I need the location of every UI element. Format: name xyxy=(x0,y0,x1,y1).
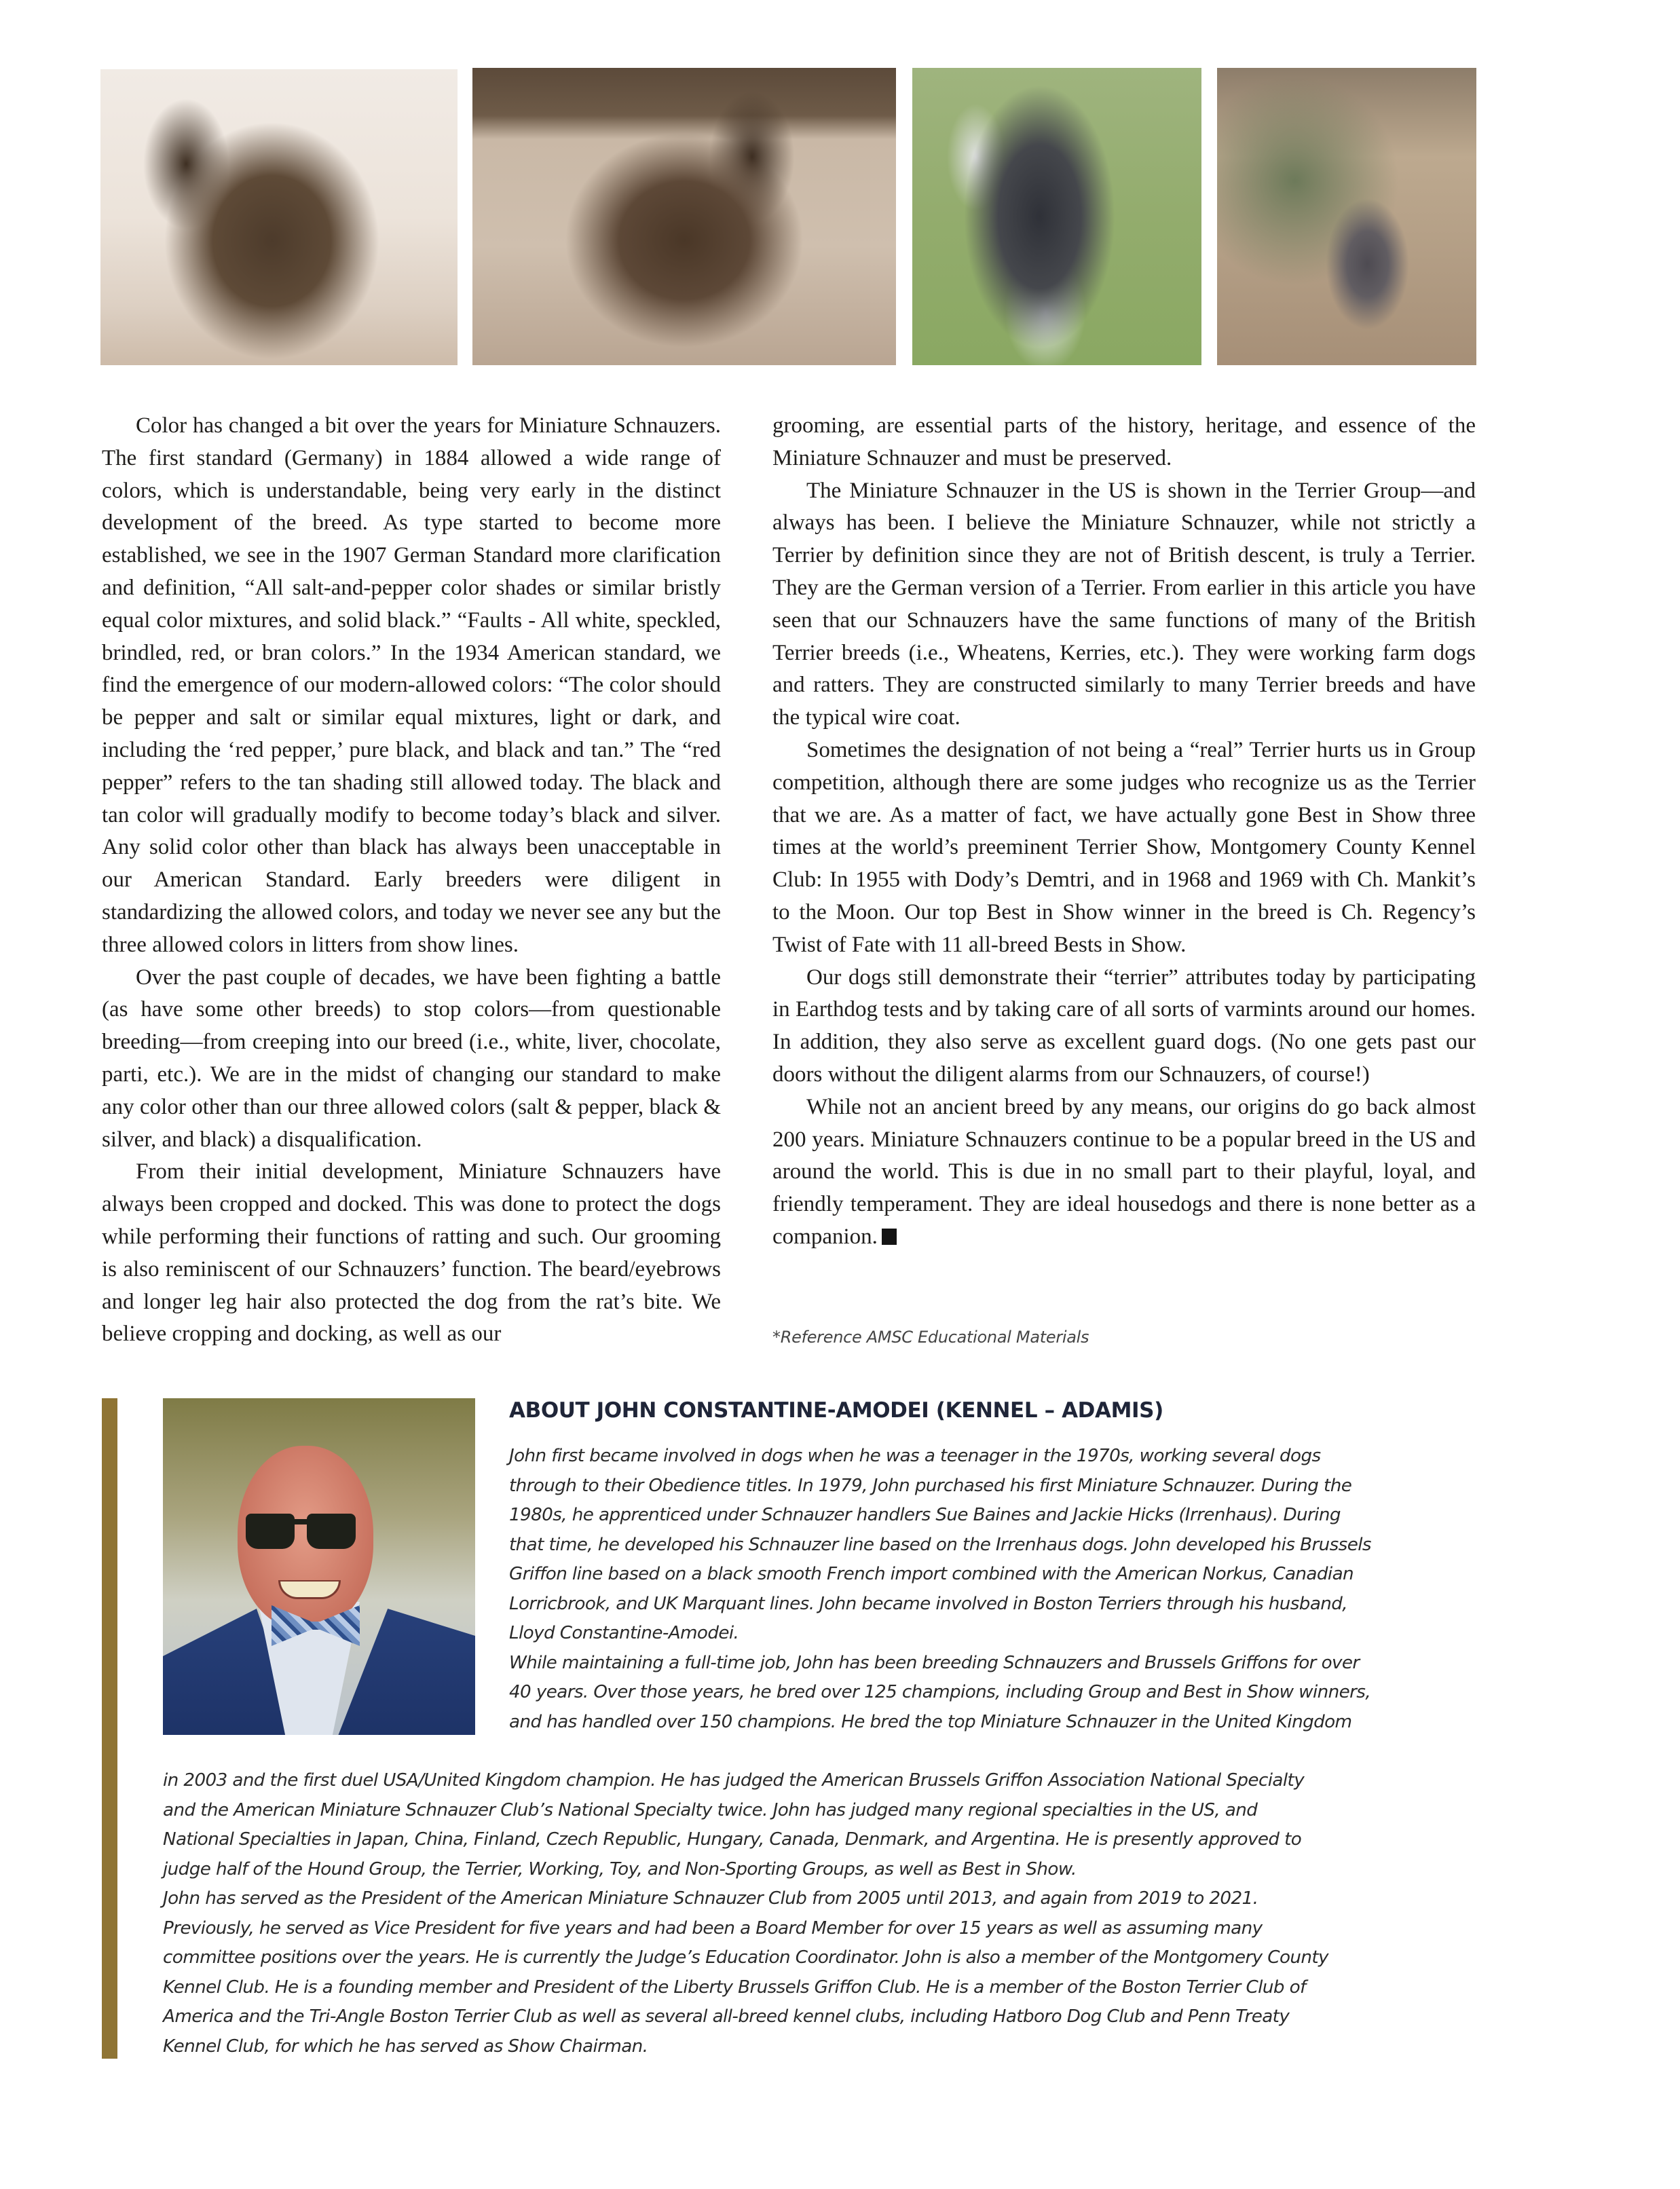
bio-line: America and the Tri-Angle Boston Terrier Club as well as several all-breed kennel clubs, including Hatboro Dog Club and Penn Treaty xyxy=(163,2006,1290,2027)
bio-line: John has served as the President of the American Miniature Schnauzer Club from 2005 until 2013, and again from 2019 to 2021. xyxy=(163,1888,1258,1909)
article-paragraph: Color has changed a bit over the years for Miniature Schnauzers. The first standard (Germany) in 1884 allowed a wide range of colors, which is understandable, being very early in the distinct development of the breed. As type started to become more established, we see in the 1907 German Standard more clarification and definition, “All salt-and-pepper color shades or similar bristly equal color mixtures, and solid black.” “Faults - All white, speckled, brindled, red, or bran colors.” In the 1934 American standard, we find the emergence of our modern-allowed colors: “The color should be pepper and salt or similar equal mixtures, light or dark, and including the ‘red pepper,’ pure black, and black and tan.” The “red pepper” refers to the tan shading still allowed today. The black and tan color will gradually modify to become today’s black and silver. Any solid color other than black has always been unacceptable in our American Standard. Early breeders were diligent in standardizing the allowed colors, and today we never see any but the three allowed colors in litters from show lines. xyxy=(102,413,721,957)
bio-line: 40 years. Over those years, he bred over 125 champions, including Group and Best in Show winners, xyxy=(509,1682,1371,1702)
bio-line: committee positions over the years. He is currently the Judge’s Education Coordinator. John is also a member of the Montgomery County xyxy=(163,1947,1328,1968)
author-portrait xyxy=(163,1398,475,1735)
author-bio-bottom xyxy=(163,1766,1480,2061)
bio-line: Lloyd Constantine-Amodei. xyxy=(509,1623,739,1643)
about-author-heading: ABOUT JOHN CONSTANTINE-AMODEI (KENNEL – ADAMIS) xyxy=(509,1398,1163,1423)
article-paragraph: grooming, are essential parts of the history, heritage, and essence of the Miniature Schnauzer and must be preserved. xyxy=(772,413,1476,470)
bio-line: and the American Miniature Schnauzer Club’s National Specialty twice. John has judged many regional specialties in the US, and xyxy=(163,1799,1258,1820)
article-paragraph: The Miniature Schnauzer in the US is shown in the Terrier Group—and always has been. I believe the Miniature Schnauzer, while not strictly a Terrier by definition since they are not of British descent, is truly a Terrier. They are the German version of a Terrier. From earlier in this article you have seen that our Schnauzers have the same functions of many of the British Terrier breeds (i.e., Wheatens, Kerries, etc.). They were working farm dogs and ratters. They are constructed similarly to many Terrier breeds and have the typical wire coat. xyxy=(772,478,1476,730)
reference-footnote: *Reference AMSC Educational Materials xyxy=(772,1328,1089,1347)
article-paragraph: From their initial development, Miniature Schnauzers have always been cropped and docked. This was done to protect the dogs while performing their functions of ratting and such. Our grooming is also reminiscent of our Schnauzers’ function. The beard/eyebrows and longer leg hair also protected the dog from the rat’s bite. We believe cropping and docking, as well as our xyxy=(102,1159,721,1347)
bio-line: 1980s, he apprenticed under Schnauzer handlers Sue Baines and Jackie Hicks (Irrenhaus). During xyxy=(509,1505,1341,1525)
bio-line: Kennel Club. He is a founding member and President of the Liberty Brussels Griffon Club. He is a member of the Boston Terrier Club of xyxy=(163,1977,1306,1998)
end-of-article-square-icon xyxy=(882,1229,897,1245)
bio-line: and has handled over 150 champions. He bred the top Miniature Schnauzer in the United Kingdom xyxy=(509,1711,1352,1732)
article-paragraph: Sometimes the designation of not being a “real” Terrier hurts us in Group competition, although there are some judges who recognize us as the Terrier that we are. As a matter of fact, we have actually gone Best in Show three times at the world’s preeminent Terrier Show, Montgomery County Kennel Club: In 1955 with Dody’s Demtri, and in 1968 and 1969 with Ch. Mankit’s to the Moon. Our top Best in Show winner in the breed is Ch. Regency’s Twist of Fate with 11 all-breed Bests in Show. xyxy=(772,737,1476,957)
bio-line: Lorricbrook, and UK Marquant lines. John became involved in Boston Terriers through his husband, xyxy=(509,1593,1348,1614)
article-right-column xyxy=(772,410,1476,1254)
bio-line: John first became involved in dogs when he was a teenager in the 1970s, working several dogs xyxy=(509,1446,1321,1466)
bio-line: Kennel Club, for which he has served as Show Chairman. xyxy=(163,2036,648,2057)
article-paragraph-text: While not an ancient breed by any means, our origins do go back almost 200 years. Miniature Schnauzers continue to be a popular breed in the US and around the world. This is due in no small part to their playful, loyal, and friendly temperament. They are ideal housedogs and there is none better as a companion. xyxy=(772,1094,1476,1249)
vintage-schnauzer-photo-2 xyxy=(472,68,896,365)
bio-line: that time, he developed his Schnauzer line based on the Irrenhaus dogs. John developed his Brussels xyxy=(509,1534,1371,1555)
sunglasses-icon xyxy=(246,1514,361,1553)
bio-line: Griffon line based on a black smooth French import combined with the American Norkus, Canadian xyxy=(509,1564,1354,1584)
vintage-schnauzer-photo-1 xyxy=(100,69,458,365)
bio-line: judge half of the Hound Group, the Terrier, Working, Toy, and Non-Sporting Groups, as well as Best in Show. xyxy=(163,1858,1077,1879)
accent-bar xyxy=(102,1398,117,2059)
bio-line: Previously, he served as Vice President for five years and had been a Board Member for over 15 years as well as assuming many xyxy=(163,1917,1263,1939)
article-paragraph: Over the past couple of decades, we have been fighting a battle (as have some other breeds) to stop colors—from questionable breeding—from creeping into our breed (i.e., white, liver, chocolate, parti, etc.). We are in the midst of changing our standard to make any color other than our three allowed colors (salt & pepper, black & silver, and black) a disqualification. xyxy=(102,965,721,1152)
earthdog-schnauzer-photo xyxy=(1217,68,1476,365)
bio-line: National Specialties in Japan, China, Finland, Czech Republic, Hungary, Canada, Denmark, and Argentina. He is presently approved to xyxy=(163,1829,1302,1850)
bio-line: through to their Obedience titles. In 1979, John purchased his first Miniature Schnauzer. During the xyxy=(509,1475,1352,1496)
modern-schnauzer-photo xyxy=(912,68,1201,365)
bio-line: in 2003 and the first duel USA/United Kingdom champion. He has judged the American Brussels Griffon Association National Specialty xyxy=(163,1770,1305,1791)
article-final-paragraph xyxy=(772,1091,1476,1254)
article-left-column xyxy=(102,410,721,1351)
bio-line: While maintaining a full-time job, John has been breeding Schnauzers and Brussels Griffons for over xyxy=(509,1652,1360,1673)
author-bio-top xyxy=(509,1442,1480,1737)
article-paragraph: Our dogs still demonstrate their “terrier” attributes today by participating in Earthdog tests and by taking care of all sorts of varmints around our homes. In addition, they also serve as excellent guard dogs. (No one gets past our doors without the diligent alarms from our Schnauzers, of course!) xyxy=(772,965,1476,1087)
